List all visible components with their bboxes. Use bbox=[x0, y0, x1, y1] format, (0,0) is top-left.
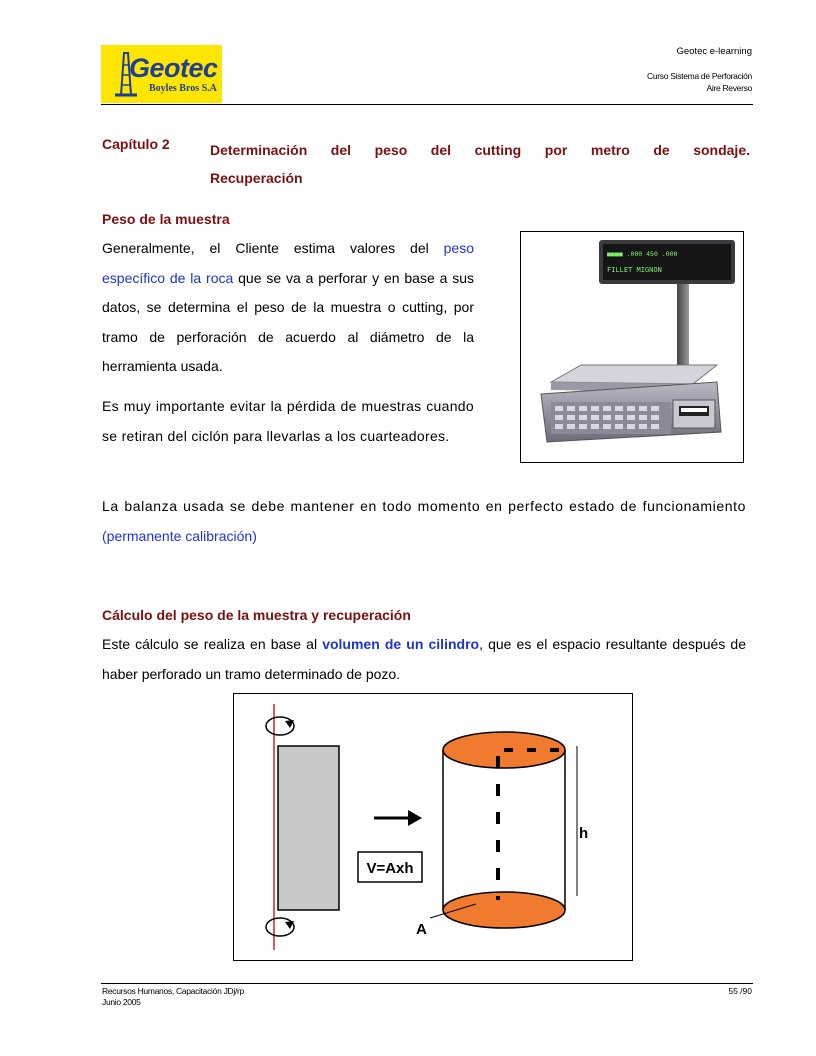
header-divider bbox=[101, 104, 753, 105]
cylinder-volume-diagram bbox=[233, 693, 633, 961]
scale-photo bbox=[520, 231, 744, 463]
paragraph-text: , que es el espacio resultante después de haber perforado un tramo determinado de pozo. bbox=[102, 636, 746, 682]
paragraph-balanza bbox=[102, 492, 746, 551]
header-info bbox=[647, 46, 752, 94]
footer-info bbox=[102, 986, 244, 1008]
formula-text: V=Axh bbox=[366, 860, 414, 877]
label-h: h bbox=[579, 825, 589, 842]
arrow-right-icon bbox=[374, 810, 422, 826]
section-heading-peso: Peso de la muestra bbox=[102, 211, 230, 227]
chapter-title: Determinación del peso del cutting por metro de sondaje. Recuperación bbox=[210, 142, 750, 186]
paragraph-text: La balanza usada se debe mantener en todo momento en perfecto estado de funcionamiento bbox=[102, 498, 746, 514]
cylinder-base-ellipse bbox=[443, 892, 565, 928]
paragraph-text: Generalmente, el Cliente estima valores del bbox=[102, 240, 444, 256]
footer-line-2: Junio 2005 bbox=[102, 997, 141, 1007]
footer-divider bbox=[101, 983, 753, 984]
section-heading-calculo: Cálculo del peso de la muestra y recuperación bbox=[102, 607, 411, 623]
cylinder-diagram-svg bbox=[234, 694, 632, 960]
rotating-rectangle bbox=[278, 746, 339, 910]
display-line-2: FILLET MIGNON bbox=[607, 266, 662, 274]
display-line-1: ■■■■ .000 450 .000 bbox=[607, 250, 678, 258]
chapter-label: Capítulo 2 bbox=[102, 136, 170, 152]
link-volumen-cilindro[interactable]: volumen de un cilindro bbox=[322, 636, 480, 652]
logo-text: Geotec bbox=[129, 53, 218, 83]
paragraph-text: que se va a perforar y en base a sus datos, se determina el peso de la muestra o cutting, por tramo de perforación de acuerdo al diámetro de la herramienta usada. bbox=[102, 269, 474, 374]
paragraph-text: Este cálculo se realiza en base al bbox=[102, 636, 323, 652]
paragraph-peso-1 bbox=[102, 234, 474, 382]
label-a: A bbox=[416, 921, 427, 938]
header-line-1: Geotec e-learning bbox=[676, 46, 752, 57]
header-line-2: Curso Sistema de Perforación bbox=[647, 71, 752, 81]
company-logo bbox=[101, 45, 222, 103]
logo-subtext: Boyles Bros S.A bbox=[149, 83, 217, 94]
paragraph-peso-2: Es muy importante evitar la pérdida de muestras cuando se retiran del ciclón para llevarlas a los cuarteadores. bbox=[102, 398, 474, 444]
link-calibracion[interactable]: (permanente calibración) bbox=[102, 527, 257, 544]
rotation-arrow-icon bbox=[266, 918, 294, 936]
footer-line-1: Recursos Humanos, Capacitación JDj/rp bbox=[102, 986, 244, 996]
header-line-3: Aire Reverso bbox=[706, 83, 752, 93]
page-number: 55 /90 bbox=[728, 986, 752, 996]
rotation-arrow-icon bbox=[266, 717, 294, 735]
digital-scale-icon bbox=[521, 232, 743, 462]
link-peso-especifico[interactable]: peso específico de la roca bbox=[102, 240, 474, 286]
paragraph-calculo bbox=[102, 630, 746, 689]
